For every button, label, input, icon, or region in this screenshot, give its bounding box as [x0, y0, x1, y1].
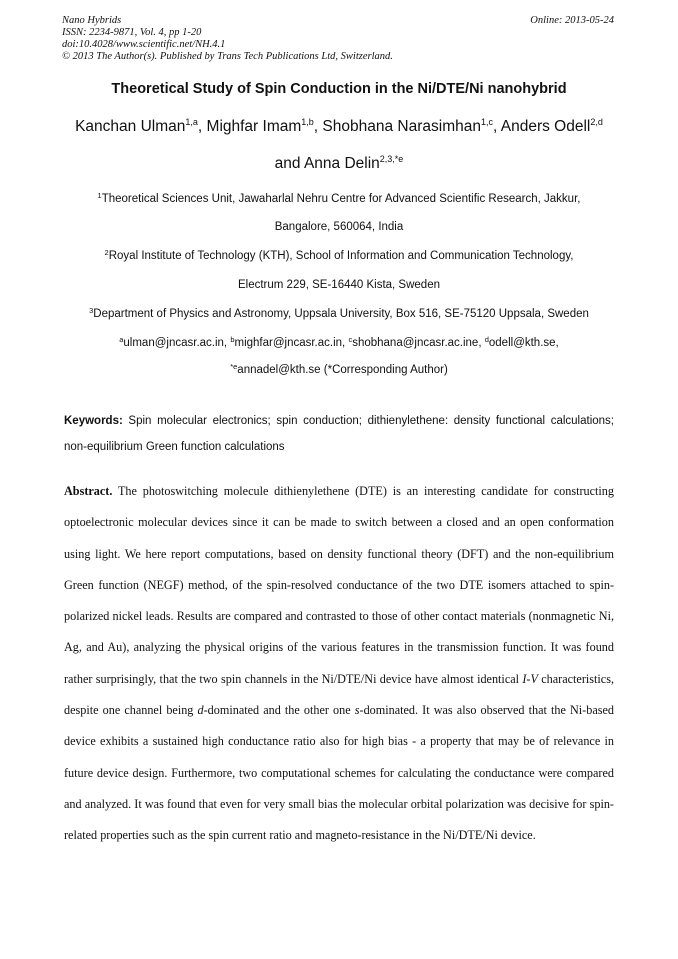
affiliation-text: Royal Institute of Technology (KTH), School of Information and Communication Technology, [108, 250, 574, 262]
affiliation-text: Department of Physics and Astronomy, Uppsala University, Box 516, SE-75120 Uppsala, Sweden [93, 308, 589, 320]
author-affiliation-sup: 1,c [480, 117, 493, 127]
author-list-line-1: Kanchan Ulman$^{1,a}$, Mighfar Imam$^{1,b}$, Shobhana Narasimhan$^{1,c}$, Anders Odell$^{2,d}$ [75, 117, 603, 135]
keywords-text: Spin molecular electronics; spin conduction; dithienylethene: density functional calculations; non-equilibrium Green function calculations [64, 415, 614, 453]
abstract-italic-s: s [354, 703, 360, 718]
author-name: Shobhana Narasimhan [322, 118, 481, 135]
abstract-section [64, 476, 614, 852]
author-name: Kanchan Ulman [75, 118, 186, 135]
abstract-italic-d: d [197, 703, 204, 718]
author-affiliation-sup: 2,d [590, 117, 603, 127]
abstract-text: characteristics, despite one channel being [64, 671, 614, 718]
online-date: Online: 2013-05-24 [530, 15, 614, 26]
email-sup: c [348, 335, 353, 344]
abstract-text: -dominated. It was also observed that the Ni-based device exhibits a sustained high conductance ratio also for high bias - a property that may be of relevance in future device design. Furthermore, two computational schemes for calculating the conductance were compared and analyzed. It was found that even for very small bias the molecular orbital polarization was decisive for spin-related properties such as the spin current ratio and magneto-resistance in the Ni/DTE/Ni device. [64, 703, 614, 843]
email-sup: a [119, 335, 124, 344]
abstract-text: -dominated and the other one [203, 703, 355, 718]
affiliation-1-line-2: Bangalore, 560064, India [274, 221, 404, 233]
email-address: shobhana@jncasr.ac.ine, [352, 337, 485, 349]
abstract-text: The photoswitching molecule dithienylethene (DTE) is an interesting candidate for constructing optoelectronic molecular devices since it can be made to switch between a closed and an open conformation using light. We here report computations, based on density functional theory (DFT) and the non-equilibrium Green function (NEGF) method, of the spin-resolved conductance of the two DTE isomers attached to spin-polarized nickel leads. Results are compared and contrasted to those of other contact materials (nonmagnetic Ni, Ag, and Au), analyzing the physical origins of the various features in the transmission function. It was found rather surprisingly, that the two spin channels in the Ni/DTE/Ni device have almost identical [64, 484, 614, 686]
paper-title: Theoretical Study of Spin Conduction in the Ni/DTE/Ni nanohybrid [111, 81, 567, 97]
author-affiliation-sup: 2,3,*e [379, 154, 404, 164]
affiliation-sup: 3 [89, 306, 94, 315]
abstract-italic-iv: I-V [522, 671, 538, 686]
journal-issn: ISSN: 2234-9871, Vol. 4, pp 1-20 [62, 27, 202, 38]
affiliation-sup: 2 [104, 248, 109, 257]
email-line-2 [0, 364, 678, 376]
email-sup: b [230, 335, 235, 344]
author-name: Anna Delin [303, 155, 380, 172]
email-address: mighfar@jncasr.ac.in, [234, 337, 349, 349]
email-address: ulman@jncasr.ac.in, [123, 337, 231, 349]
email-address: odell@kth.se, [488, 337, 559, 349]
author-name: Anders Odell [500, 118, 591, 135]
affiliation-text: Theoretical Sciences Unit, Jawaharlal Nehru Centre for Advanced Scientific Research, Jakkur, [101, 193, 581, 205]
affiliation-2-line-2: Electrum 229, SE-16440 Kista, Sweden [237, 279, 440, 291]
email-sup: d [484, 335, 489, 344]
author-affiliation-sup: 1,a [185, 117, 198, 127]
affiliation-sup: 1 [97, 191, 102, 200]
abstract-label: Abstract. [64, 484, 113, 498]
affiliation-3-line-1 [0, 308, 678, 320]
author-and: and [274, 155, 304, 172]
keywords-label: Keywords: [64, 415, 123, 427]
keywords-section [64, 408, 614, 460]
email-sup: *e [230, 362, 238, 371]
email-address: annadel@kth.se (*Corresponding Author) [237, 364, 448, 376]
journal-doi: doi:10.4028/www.scientific.net/NH.4.1 [62, 39, 226, 50]
journal-header [62, 15, 614, 63]
author-list-line-2 [0, 155, 678, 173]
author-affiliation-sup: 1,b [301, 117, 314, 127]
email-line-1 [0, 337, 678, 349]
author-name: Mighfar Imam [206, 118, 302, 135]
journal-name: Nano Hybrids [62, 15, 122, 26]
copyright-line: © 2013 The Author(s). Published by Trans Tech Publications Ltd, Switzerland. [62, 51, 393, 62]
affiliation-2-line-1 [0, 250, 678, 262]
affiliation-1-line-1 [0, 193, 678, 205]
